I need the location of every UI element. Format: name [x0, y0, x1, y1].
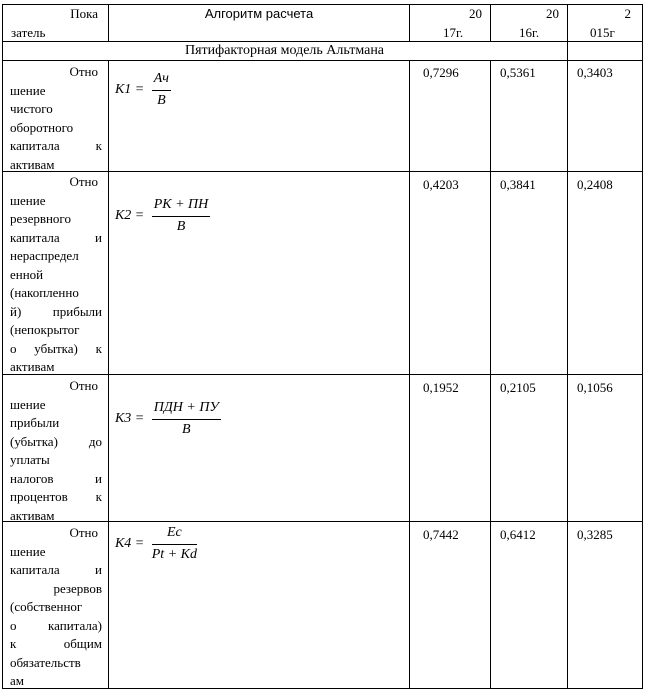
- row1-formula: [115, 70, 171, 110]
- row3-line: Отно: [69, 378, 98, 393]
- table-border-right: [642, 4, 643, 689]
- row1-line: шение: [10, 82, 46, 98]
- row1-line: Отно: [69, 64, 98, 79]
- header-indicator-line1: Пока: [70, 6, 98, 21]
- row3-formula-denominator: В: [182, 421, 191, 437]
- row1-value-2016: 0,5361: [500, 65, 536, 80]
- row4-formula-fraction: [152, 524, 197, 564]
- row4-formula-numerator: Ес: [152, 524, 197, 545]
- header-indicator-line2: затель: [11, 24, 46, 40]
- row2-formula-denominator: В: [176, 218, 186, 234]
- row4-formula-denominator: Pt + Kd: [151, 546, 197, 562]
- row3-line: (убытка) до: [10, 433, 102, 449]
- row4-line: Отно: [69, 525, 98, 540]
- table-divider-col1: [108, 4, 109, 689]
- row3-line: уплаты: [10, 452, 50, 467]
- row1-formula-lhs: К1 =: [115, 82, 145, 98]
- row4-line: капитала и: [10, 562, 102, 577]
- row2-line: шение: [10, 192, 46, 208]
- row2-formula-numerator: РК + ПН: [152, 196, 211, 217]
- row3-value-2017: 0,1952: [423, 380, 459, 395]
- table-divider-col3: [490, 4, 491, 689]
- header-year-2016-line2: 16г.: [519, 24, 540, 40]
- row1-formula-fraction: [152, 70, 171, 110]
- row3-line: процентов к: [10, 489, 102, 504]
- row4-line: обязательств: [10, 654, 81, 670]
- table-divider-col4: [567, 4, 568, 689]
- row4-line: о капитала): [10, 617, 102, 633]
- row2-value-2017: 0,4203: [423, 177, 459, 192]
- header-year-2015-line2: 015г: [590, 24, 615, 40]
- row1-line: активам: [10, 156, 55, 172]
- row4-formula: [115, 524, 197, 564]
- header-year-2015-line1: 2: [624, 6, 631, 21]
- row3-formula: [115, 399, 221, 439]
- row4-line: ам: [10, 673, 24, 688]
- row4-value-2016: 0,6412: [500, 527, 536, 542]
- row3-line: прибыли: [10, 415, 60, 430]
- row2-value-2015: 0,2408: [577, 177, 613, 192]
- row2-line: (накопленно: [10, 285, 79, 300]
- row1-line: оборотного: [10, 119, 74, 135]
- row1-line: чистого: [10, 101, 53, 116]
- row2-line: резервного: [10, 211, 71, 226]
- row2-indicator: [10, 173, 102, 377]
- table-divider-col2: [409, 4, 410, 689]
- row3-value-2015: 0,1056: [577, 380, 613, 395]
- table-border-left: [2, 4, 3, 689]
- header-indicator: [3, 5, 108, 41]
- row4-line: шение: [10, 543, 46, 559]
- header-year-2017-line1: 20: [469, 6, 482, 21]
- header-year-2017: [410, 5, 490, 42]
- row4-formula-lhs: К4 =: [115, 536, 145, 552]
- header-algorithm: Алгоритм расчета: [204, 6, 314, 21]
- row2-line: о убытка) к: [10, 340, 102, 356]
- row1-line: капитала к: [10, 138, 102, 153]
- row3-indicator: [10, 377, 102, 525]
- row3-formula-fraction: [152, 399, 221, 439]
- row3-line: шение: [10, 396, 46, 412]
- row1-formula-numerator: Ач: [152, 70, 171, 91]
- row2-line: нераспредел: [10, 248, 79, 263]
- row1-value-2017: 0,7296: [423, 65, 459, 80]
- row3-line: активам: [10, 507, 55, 523]
- header-year-2016-line1: 20: [546, 6, 559, 21]
- row2-value-2016: 0,3841: [500, 177, 536, 192]
- row3-formula-numerator: ПДН + ПУ: [152, 399, 221, 420]
- row1-formula-denominator: В: [157, 92, 166, 108]
- row4-line: резервов: [53, 580, 102, 596]
- section-title: Пятифакторная модель Альтмана: [184, 43, 385, 58]
- row3-value-2016: 0,2105: [500, 380, 536, 395]
- row3-line: налогов и: [10, 470, 102, 486]
- row4-value-2017: 0,7442: [423, 527, 459, 542]
- row2-line: й) прибыли: [10, 303, 102, 319]
- row1-value-2015: 0,3403: [577, 65, 613, 80]
- header-year-2017-line2: 17г.: [443, 24, 464, 40]
- row2-line: Отно: [69, 174, 98, 189]
- row4-line: к общим: [10, 636, 102, 651]
- row2-formula-fraction: [152, 196, 211, 236]
- row2-formula: [115, 196, 210, 236]
- row2-line: активам: [10, 359, 55, 374]
- row4-indicator: [10, 524, 102, 691]
- row2-line: капитала и: [10, 229, 102, 245]
- row1-indicator: [10, 63, 102, 174]
- row2-line: (непокрытог: [10, 322, 80, 337]
- row4-value-2015: 0,3285: [577, 527, 613, 542]
- row3-formula-lhs: К3 =: [115, 411, 145, 427]
- row4-line: (собственног: [10, 599, 83, 614]
- row2-line: енной: [10, 266, 44, 282]
- row2-formula-lhs: К2 =: [115, 208, 145, 224]
- altman-table: [2, 4, 643, 689]
- header-year-2016: [491, 5, 567, 42]
- header-year-2015: [568, 5, 642, 42]
